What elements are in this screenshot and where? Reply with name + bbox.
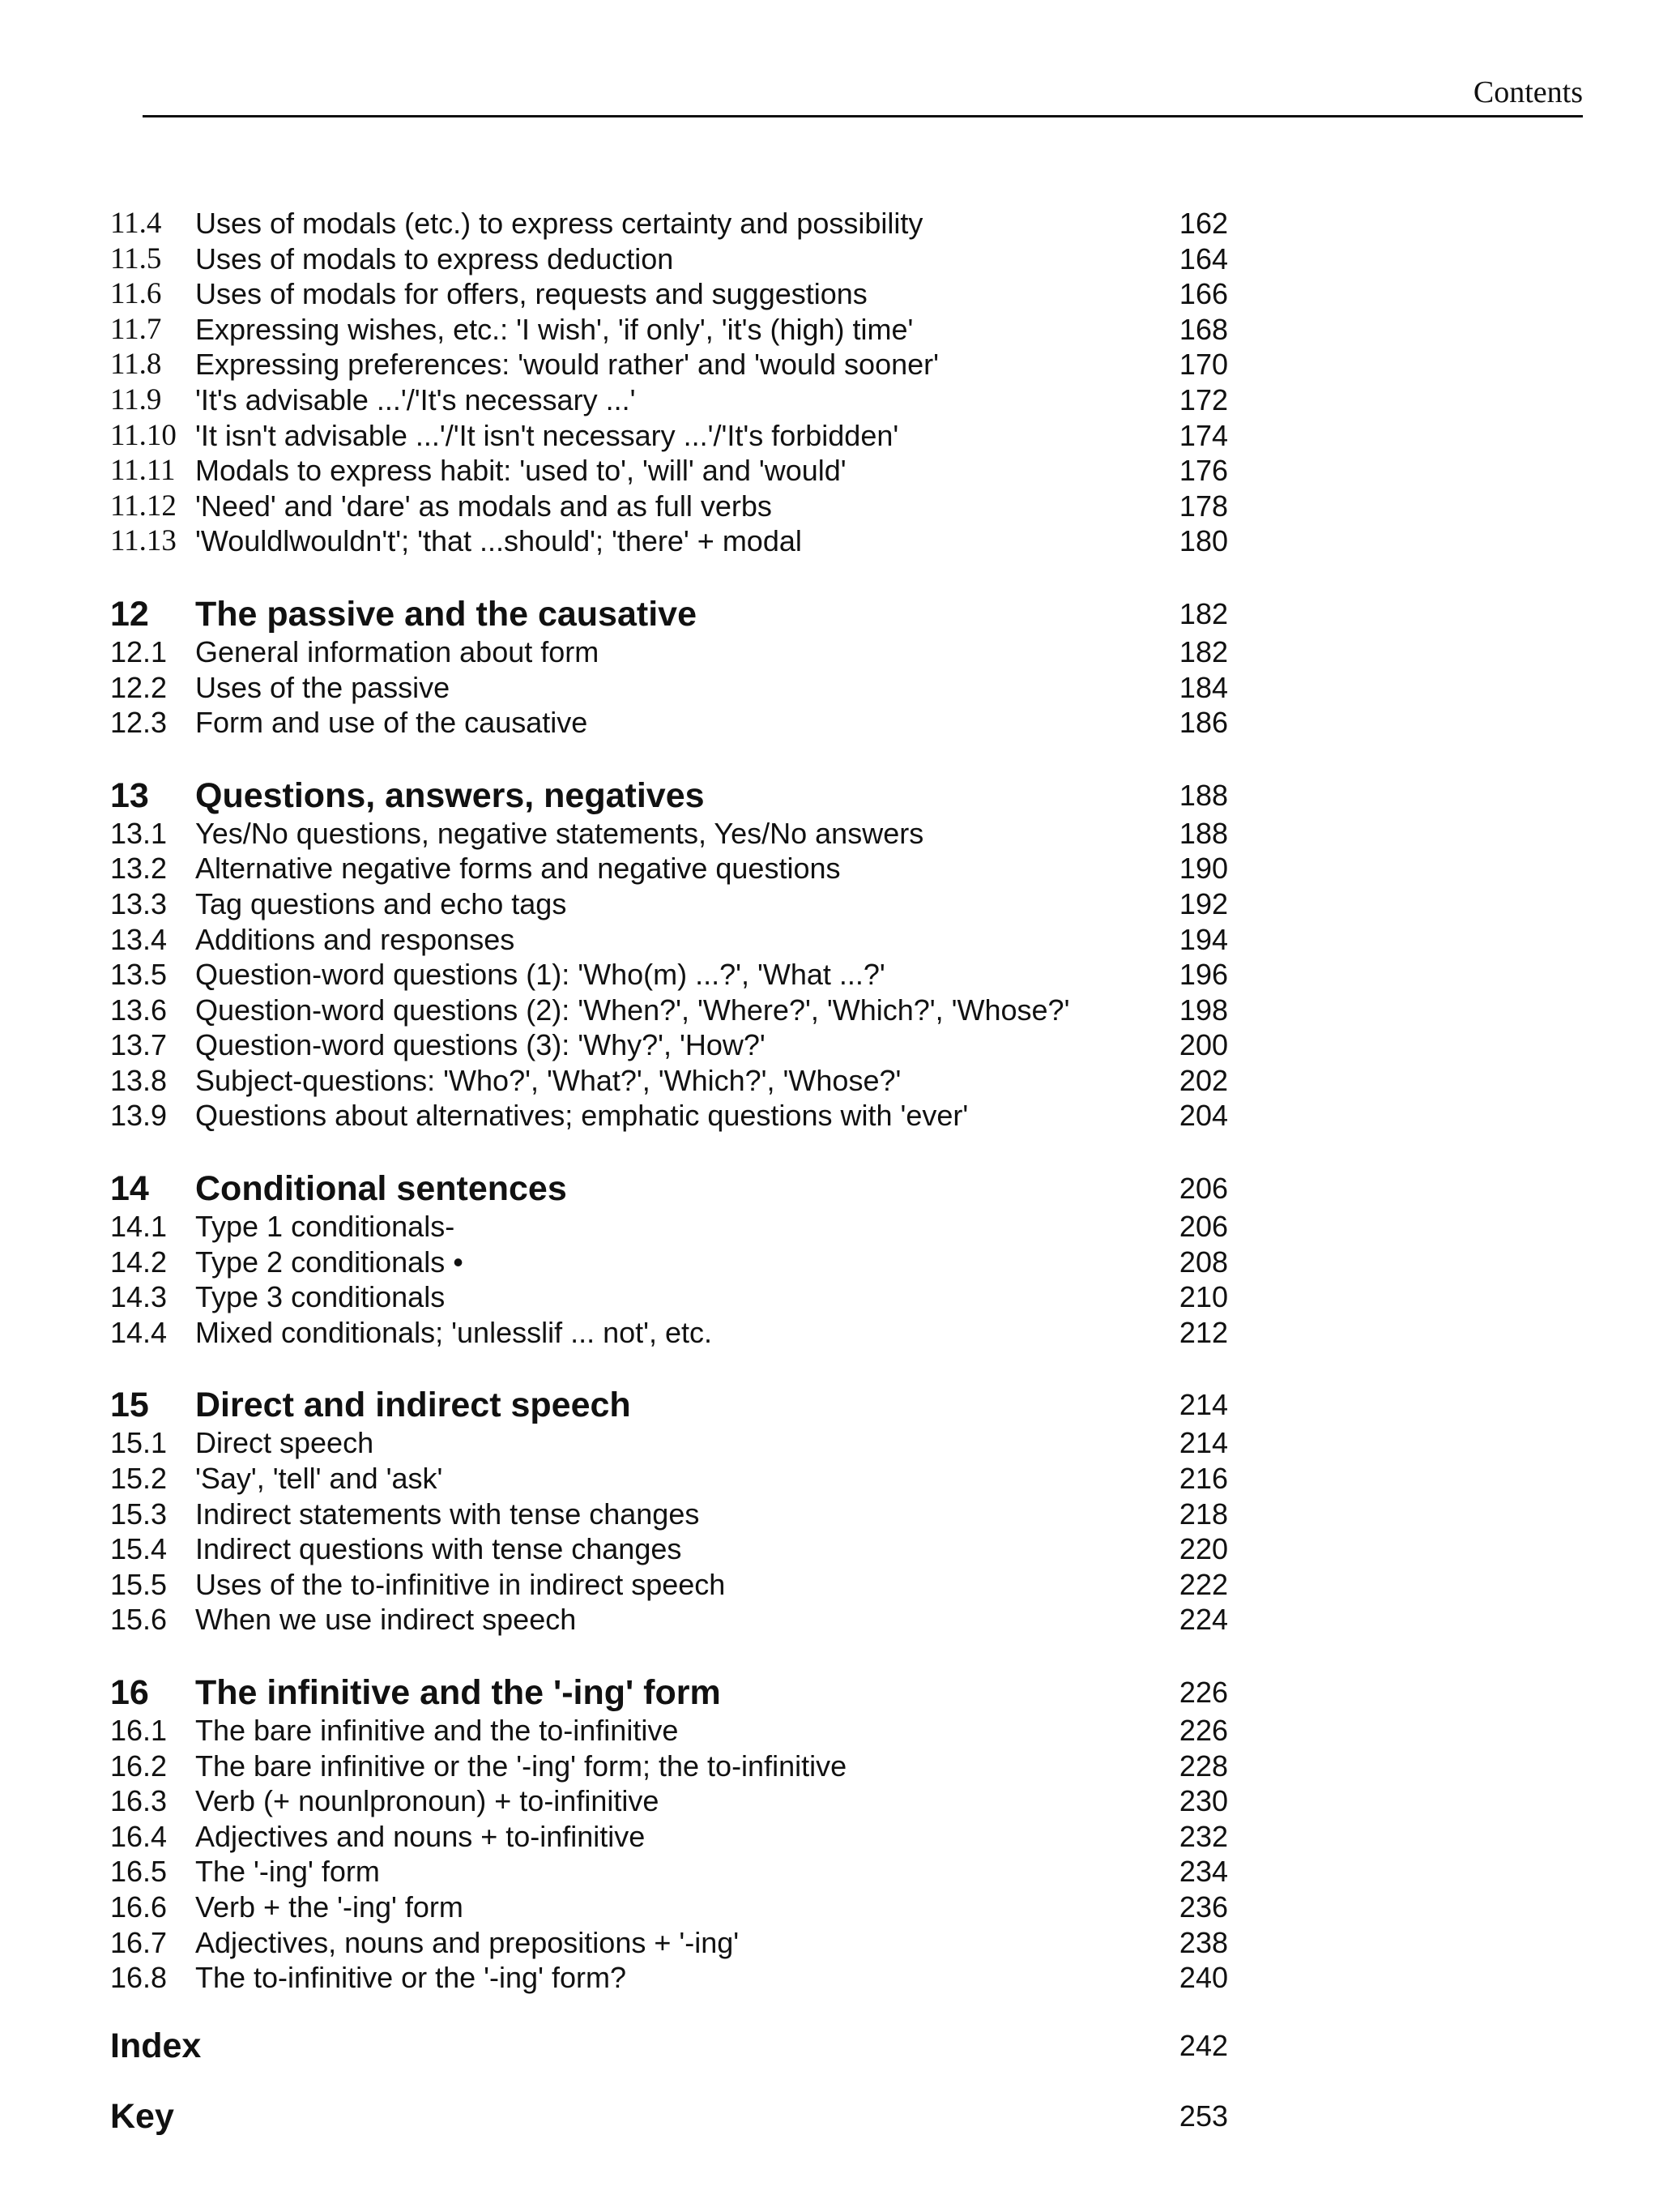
back-matter	[110, 2026, 1228, 2137]
toc-entry[interactable]	[110, 1461, 1228, 1497]
toc-entry[interactable]	[110, 993, 1228, 1028]
entry-number: 11.11	[110, 454, 176, 488]
entry-number: 15.3	[110, 1497, 168, 1531]
toc-entry[interactable]	[110, 851, 1228, 886]
toc-entry[interactable]	[110, 1098, 1228, 1134]
entry-page-number: 224	[1179, 1603, 1228, 1637]
toc-entry[interactable]	[110, 1567, 1228, 1603]
entry-title: The infinitive and the '-ing' form	[195, 1673, 721, 1712]
entry-number: 13	[110, 775, 149, 815]
entry-page-number: 178	[1179, 489, 1228, 523]
entry-number: 15.5	[110, 1567, 168, 1601]
entry-page-number: 226	[1179, 1676, 1228, 1709]
entry-number: 11.12	[110, 489, 177, 523]
entry-title: 'It isn't advisable ...'/'It isn't necessary ...'/'It's forbidden'	[195, 418, 899, 452]
entry-number: 15.1	[110, 1426, 168, 1460]
entry-title: The to-infinitive or the '-ing' form?	[195, 1961, 626, 1995]
toc-entry[interactable]	[110, 705, 1228, 741]
entry-number: 13.8	[110, 1063, 168, 1097]
chapter-heading[interactable]	[110, 594, 1228, 634]
entry-title: The bare infinitive and the to-infinitive	[195, 1714, 679, 1747]
entry-number: 11.6	[110, 277, 162, 311]
header-rule	[143, 115, 1583, 117]
entry-number: 13.7	[110, 1028, 168, 1062]
entry-number: 14.1	[110, 1210, 168, 1244]
entry-page-number: 208	[1179, 1245, 1228, 1279]
toc-entry[interactable]	[110, 1531, 1228, 1567]
entry-page-number: 196	[1179, 958, 1228, 992]
chapter-block	[110, 594, 1228, 741]
entry-number: 11.9	[110, 382, 162, 416]
entry-page-number: 190	[1179, 852, 1228, 886]
entry-number: 15.4	[110, 1532, 168, 1566]
toc-entry[interactable]	[110, 276, 1228, 312]
entry-title: Uses of modals to express deduction	[195, 241, 674, 275]
toc-entry[interactable]	[110, 347, 1228, 382]
entry-page-number: 216	[1179, 1462, 1228, 1496]
entry-title: The bare infinitive or the '-ing' form; the to-infinitive	[195, 1749, 847, 1783]
entry-title: Expressing wishes, etc.: 'I wish', 'if only', 'it's (high) time'	[195, 312, 914, 346]
entry-title: Yes/No questions, negative statements, Yes/No answers	[195, 816, 924, 850]
toc-entry[interactable]	[110, 957, 1228, 993]
entry-number: 13.2	[110, 852, 168, 886]
entry-number: 11.10	[110, 418, 177, 452]
toc-entry[interactable]	[110, 1027, 1228, 1063]
entry-number: 12.3	[110, 706, 168, 740]
entry-page-number: 200	[1179, 1028, 1228, 1062]
chapters-list	[110, 594, 1228, 1996]
entry-number: 16.2	[110, 1749, 168, 1783]
entry-page-number: 214	[1179, 1426, 1228, 1460]
entry-page-number: 220	[1179, 1532, 1228, 1566]
entry-title: When we use indirect speech	[195, 1603, 577, 1637]
entry-title: Direct and indirect speech	[195, 1386, 631, 1425]
entry-number: 13.1	[110, 816, 168, 850]
entry-page-number: 210	[1179, 1280, 1228, 1314]
entry-page-number: 182	[1179, 634, 1228, 668]
toc-entry[interactable]	[110, 886, 1228, 922]
entry-title: Verb + the '-ing' form	[195, 1890, 463, 1924]
entry-page-number: 214	[1179, 1388, 1228, 1422]
entry-title: The '-ing' form	[195, 1855, 380, 1889]
entry-title: Additions and responses	[195, 922, 515, 956]
entry-number: 13.9	[110, 1099, 168, 1133]
chapter-heading[interactable]	[110, 1168, 1228, 1209]
entry-page-number: 253	[1179, 2099, 1228, 2133]
entry-title: Index	[110, 2026, 202, 2065]
entry-number: 11.13	[110, 524, 177, 558]
entry-number: 16.6	[110, 1890, 168, 1924]
entry-page-number: 240	[1179, 1961, 1228, 1995]
entry-page-number: 242	[1179, 2028, 1228, 2062]
entry-page-number: 168	[1179, 312, 1228, 346]
entry-page-number: 206	[1179, 1210, 1228, 1244]
entry-title: Type 1 conditionals-	[195, 1210, 455, 1244]
toc-entry[interactable]	[110, 1602, 1228, 1638]
toc-entry[interactable]	[110, 1063, 1228, 1099]
entry-number: 14.2	[110, 1245, 168, 1279]
entry-number: 13.5	[110, 958, 168, 992]
entry-title: 'Say', 'tell' and 'ask'	[195, 1462, 443, 1496]
entry-number: 12	[110, 594, 149, 634]
entry-page-number: 192	[1179, 886, 1228, 920]
entry-page-number: 166	[1179, 277, 1228, 311]
entry-title: Uses of modals for offers, requests and suggestions	[195, 277, 868, 311]
table-of-contents	[110, 206, 1228, 2137]
entry-page-number: 232	[1179, 1819, 1228, 1853]
entry-page-number: 188	[1179, 816, 1228, 850]
entry-number: 14.3	[110, 1280, 168, 1314]
entry-title: Mixed conditionals; 'unlesslif ... not', etc.	[195, 1315, 713, 1349]
entry-page-number: 198	[1179, 993, 1228, 1027]
entry-number: 14.4	[110, 1315, 168, 1349]
entry-title: The passive and the causative	[195, 594, 697, 634]
entry-title: Subject-questions: 'Who?', 'What?', 'Which?', 'Whose?'	[195, 1063, 902, 1097]
entry-number: 15	[110, 1386, 149, 1425]
entry-number: 16.7	[110, 1925, 168, 1959]
toc-entry[interactable]	[110, 453, 1228, 489]
entry-page-number: 176	[1179, 454, 1228, 488]
entry-title: Tag questions and echo tags	[195, 886, 567, 920]
entry-title: 'Wouldlwouldn't'; 'that ...should'; 'there' + modal	[195, 524, 802, 558]
toc-entry[interactable]	[110, 1925, 1228, 1961]
entry-number: 16.5	[110, 1855, 168, 1889]
chapter-11-tail	[110, 206, 1228, 559]
entry-title: 'Need' and 'dare' as modals and as full verbs	[195, 489, 772, 523]
chapter-block	[110, 1168, 1228, 1350]
entry-title: Type 3 conditionals	[195, 1280, 446, 1314]
entry-title: Question-word questions (3): 'Why?', 'How?'	[195, 1028, 766, 1062]
entry-page-number: 212	[1179, 1315, 1228, 1349]
toc-entry[interactable]	[110, 1425, 1228, 1461]
toc-entry[interactable]	[110, 1209, 1228, 1245]
entry-title: Modals to express habit: 'used to', 'will' and 'would'	[195, 454, 847, 488]
entry-page-number: 174	[1179, 418, 1228, 452]
entry-number: 12.2	[110, 670, 168, 704]
entry-page-number: 182	[1179, 596, 1228, 630]
entry-number: 16.3	[110, 1784, 168, 1818]
chapter-heading[interactable]	[110, 775, 1228, 816]
entry-page-number: 222	[1179, 1567, 1228, 1601]
entry-title: Uses of the passive	[195, 670, 450, 704]
entry-page-number: 230	[1179, 1784, 1228, 1818]
chapter-heading[interactable]	[110, 1385, 1228, 1425]
toc-entry[interactable]	[110, 241, 1228, 277]
entry-title: Direct speech	[195, 1426, 374, 1460]
toc-entry[interactable]	[110, 922, 1228, 958]
entry-title: Adjectives, nouns and prepositions + '-ing'	[195, 1925, 740, 1959]
toc-entry[interactable]	[110, 634, 1228, 670]
chapter-heading[interactable]	[110, 1672, 1228, 1713]
entry-title: Uses of modals (etc.) to express certainty and possibility	[195, 207, 923, 240]
chapter-block	[110, 1672, 1228, 1996]
toc-entry[interactable]	[110, 1854, 1228, 1890]
toc-entry[interactable]	[110, 523, 1228, 559]
chapter-block	[110, 775, 1228, 1134]
back-matter-entry[interactable]	[110, 2026, 1228, 2066]
running-head: Contents	[1473, 75, 1583, 109]
toc-entry[interactable]	[110, 1497, 1228, 1532]
toc-entry[interactable]	[110, 816, 1228, 852]
entry-title: Conditional sentences	[195, 1169, 567, 1209]
toc-entry[interactable]	[110, 1960, 1228, 1996]
toc-entry[interactable]	[110, 1749, 1228, 1784]
entry-title: Questions, answers, negatives	[195, 775, 705, 815]
entry-number: 16	[110, 1673, 149, 1712]
back-matter-entry[interactable]	[110, 2096, 1228, 2137]
entry-title: Uses of the to-infinitive in indirect speech	[195, 1567, 726, 1601]
entry-page-number: 180	[1179, 524, 1228, 558]
entry-number: 13.4	[110, 922, 168, 956]
entry-number: 16.1	[110, 1714, 168, 1747]
entry-number: 16.8	[110, 1961, 168, 1995]
entry-title: Verb (+ nounlpronoun) + to-infinitive	[195, 1784, 659, 1818]
toc-entry[interactable]	[110, 1315, 1228, 1351]
entry-title: Expressing preferences: 'would rather' and 'would sooner'	[195, 348, 939, 382]
entry-number: 11.7	[110, 312, 162, 346]
entry-title: Adjectives and nouns + to-infinitive	[195, 1819, 646, 1853]
entry-page-number: 234	[1179, 1855, 1228, 1889]
entry-page-number: 170	[1179, 348, 1228, 382]
toc-entry[interactable]	[110, 418, 1228, 454]
entry-title: Form and use of the causative	[195, 706, 588, 740]
entry-page-number: 238	[1179, 1925, 1228, 1959]
entry-title: Indirect questions with tense changes	[195, 1532, 682, 1566]
entry-page-number: 204	[1179, 1099, 1228, 1133]
toc-entry[interactable]	[110, 1783, 1228, 1819]
entry-page-number: 172	[1179, 382, 1228, 416]
toc-entry[interactable]	[110, 206, 1228, 241]
entry-title: 'It's advisable ...'/'It's necessary ...'	[195, 382, 636, 416]
entry-page-number: 226	[1179, 1714, 1228, 1747]
entry-number: 15.2	[110, 1462, 168, 1496]
entry-number: 12.1	[110, 634, 168, 668]
entry-title: General information about form	[195, 634, 599, 668]
entry-page-number: 206	[1179, 1172, 1228, 1206]
entry-page-number: 162	[1179, 207, 1228, 240]
entry-title: Question-word questions (2): 'When?', 'Where?', 'Which?', 'Whose?'	[195, 993, 1070, 1027]
entry-page-number: 188	[1179, 778, 1228, 812]
entry-number: 16.4	[110, 1819, 168, 1853]
entry-page-number: 228	[1179, 1749, 1228, 1783]
entry-number: 15.6	[110, 1603, 168, 1637]
entry-page-number: 218	[1179, 1497, 1228, 1531]
entry-number: 11.8	[110, 348, 162, 382]
entry-title: Indirect statements with tense changes	[195, 1497, 700, 1531]
entry-title: Questions about alternatives; emphatic questions with 'ever'	[195, 1099, 969, 1133]
toc-entry[interactable]	[110, 1245, 1228, 1280]
toc-entry[interactable]	[110, 670, 1228, 706]
entry-title: Type 2 conditionals •	[195, 1245, 463, 1279]
toc-entry[interactable]	[110, 1713, 1228, 1749]
toc-entry[interactable]	[110, 382, 1228, 418]
toc-entry[interactable]	[110, 1890, 1228, 1925]
entry-title: Question-word questions (1): 'Who(m) ...?', 'What ...?'	[195, 958, 885, 992]
entry-page-number: 186	[1179, 706, 1228, 740]
entry-number: 11.4	[110, 207, 162, 240]
entry-page-number: 184	[1179, 670, 1228, 704]
entry-number: 13.6	[110, 993, 168, 1027]
entry-page-number: 164	[1179, 241, 1228, 275]
entry-page-number: 194	[1179, 922, 1228, 956]
entry-title: Key	[110, 2096, 174, 2136]
entry-number: 11.5	[110, 241, 162, 275]
toc-entry[interactable]	[110, 1279, 1228, 1315]
entry-page-number: 236	[1179, 1890, 1228, 1924]
entry-page-number: 202	[1179, 1063, 1228, 1097]
chapter-block	[110, 1385, 1228, 1638]
toc-entry[interactable]	[110, 1819, 1228, 1855]
entry-number: 13.3	[110, 886, 168, 920]
toc-entry[interactable]	[110, 489, 1228, 524]
toc-entry[interactable]	[110, 312, 1228, 348]
entry-number: 14	[110, 1169, 149, 1209]
entry-title: Alternative negative forms and negative questions	[195, 852, 841, 886]
